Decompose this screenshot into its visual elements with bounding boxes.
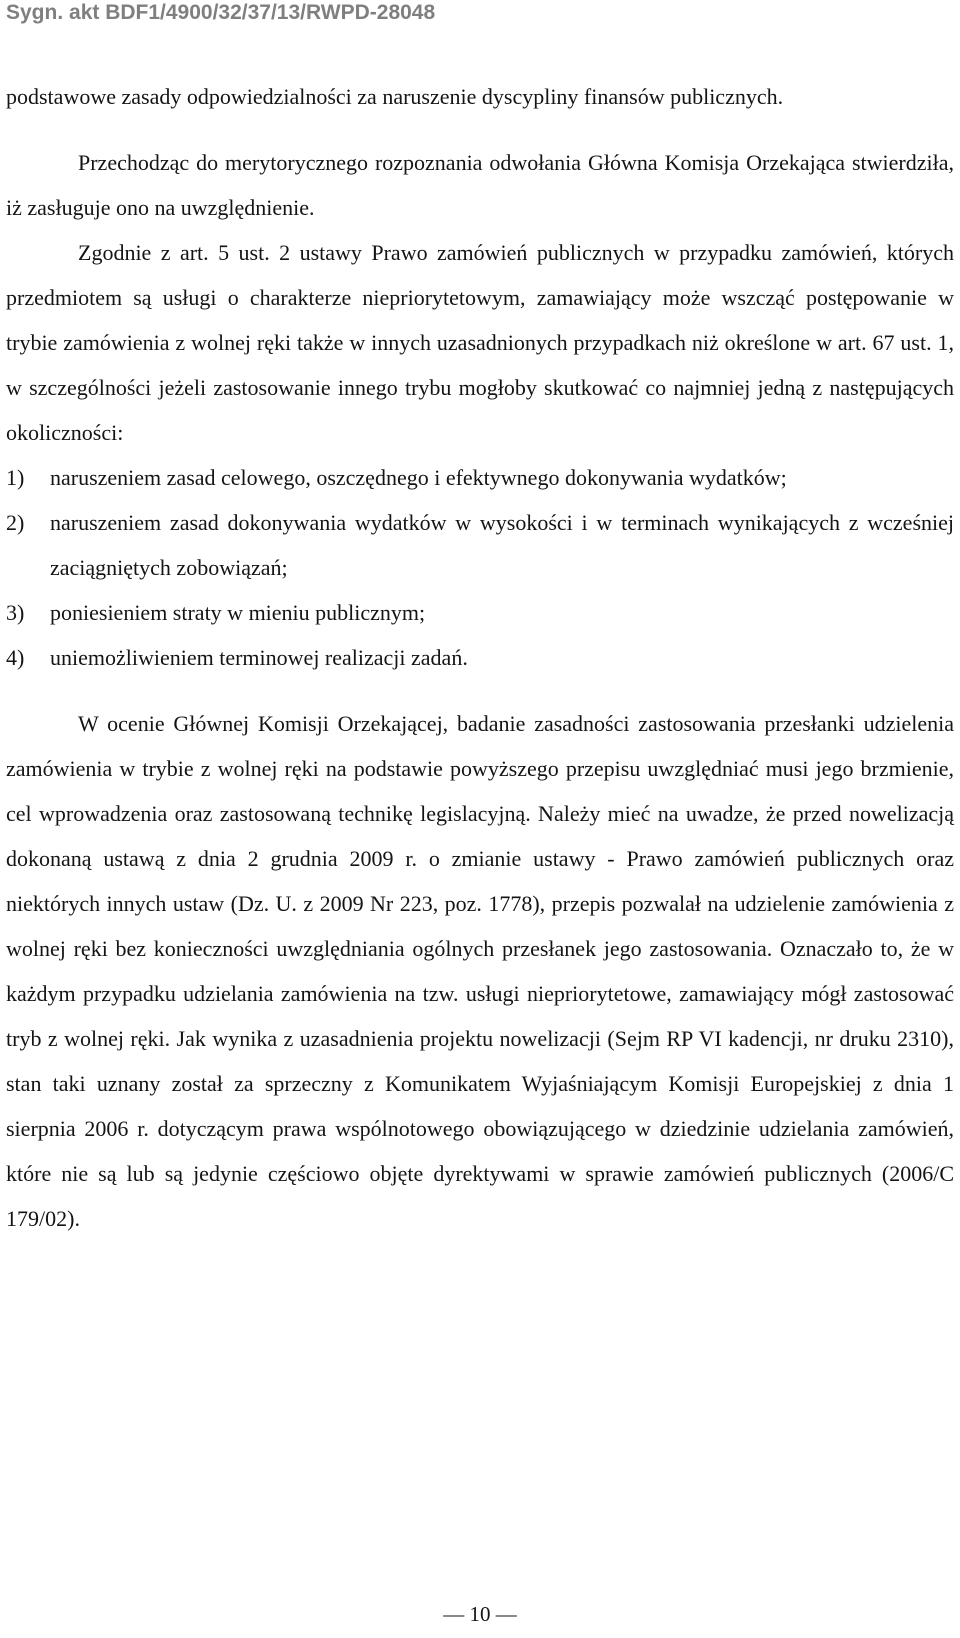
paragraph-assessment: W ocenie Głównej Komisji Orzekającej, badanie zasadności zastosowania przesłanki udzielenia zamówienia w trybie z wolnej ręki na podstawie powyższego przepisu uwzględniać musi jego brzmienie, cel wprowadzenia oraz zastosowaną technikę legislacyjną. Należy mieć na uwadze, że przed nowelizacją dokonaną ustawą z dnia 2 grudnia 2009 r. o zmianie ustawy - Prawo zamówień publicznych oraz niektórych innych ustaw (Dz. U. z 2009 Nr 223, poz. 1778), przepis pozwalał na udzielenie zamówienia z wolnej ręki bez konieczności uwzględniania ogólnych przesłanek jego zastosowania. Oznaczało to, że w każdym przypadku udzielania zamówienia na tzw. usługi niepriorytetowe, zamawiający mógł zastosować tryb z wolnej ręki. Jak wynika z uzasadnienia projektu nowelizacji (Sejm RP VI kadencji, nr druku 2310), stan taki uznany został za sprzeczny z Komunikatem Wyjaśniającym Komisji Europejskiej z dnia 1 sierpnia 2006 r. dotyczącym prawa wspólnotowego obowiązującego w dziedzinie udzielania zamówień, które nie są lub są jedynie częściowo objęte dyrektywami w sprawie zamówień publicznych (2006/C 179/02). <box>6 711 954 1231</box>
paragraph-commission-finding: Przechodząc do merytorycznego rozpoznania odwołania Główna Komisja Orzekająca stwierdziła, iż zasługuje ono na uwzględnienie. <box>6 150 954 220</box>
list-item-number: 4) <box>6 645 25 670</box>
paragraph-legal-provision: Zgodnie z art. 5 ust. 2 ustawy Prawo zamówień publicznych w przypadku zamówień, których przedmiotem są usługi o charakterze niepriorytetowym, zamawiający może wszcząć postępowanie w trybie zamówienia z wolnej ręki także w innych uzasadnionych przypadkach niż określone w art. 67 ust. 1, w szczególności jeżeli zastosowanie innego trybu mogłoby skutkować co najmniej jedną z następujących okoliczności: <box>6 240 954 445</box>
list-item <box>6 590 954 635</box>
case-reference: Sygn. akt BDF1/4900/32/37/13/RWPD-28048 <box>6 1 436 24</box>
list-item <box>6 500 954 590</box>
circumstances-list <box>6 455 954 680</box>
list-item-number: 2) <box>6 510 25 535</box>
list-item-text: naruszeniem zasad celowego, oszczędnego i efektywnego dokonywania wydatków; <box>50 465 787 490</box>
list-item-text: naruszeniem zasad dokonywania wydatków w wysokości i w terminach wynikających z wcześniej zaciągniętych zobowiązań; <box>50 510 954 580</box>
list-item <box>6 455 954 500</box>
paragraph-continuation: podstawowe zasady odpowiedzialności za naruszenie dyscypliny finansów publicznych. <box>6 84 784 109</box>
list-item <box>6 635 954 680</box>
list-item-number: 3) <box>6 600 25 625</box>
list-item-number: 1) <box>6 465 25 490</box>
document-body <box>6 74 954 1241</box>
page-number: — 10 — <box>443 1602 517 1626</box>
list-item-text: poniesieniem straty w mieniu publicznym; <box>50 600 426 625</box>
list-item-text: uniemożliwieniem terminowej realizacji zadań. <box>50 645 468 670</box>
